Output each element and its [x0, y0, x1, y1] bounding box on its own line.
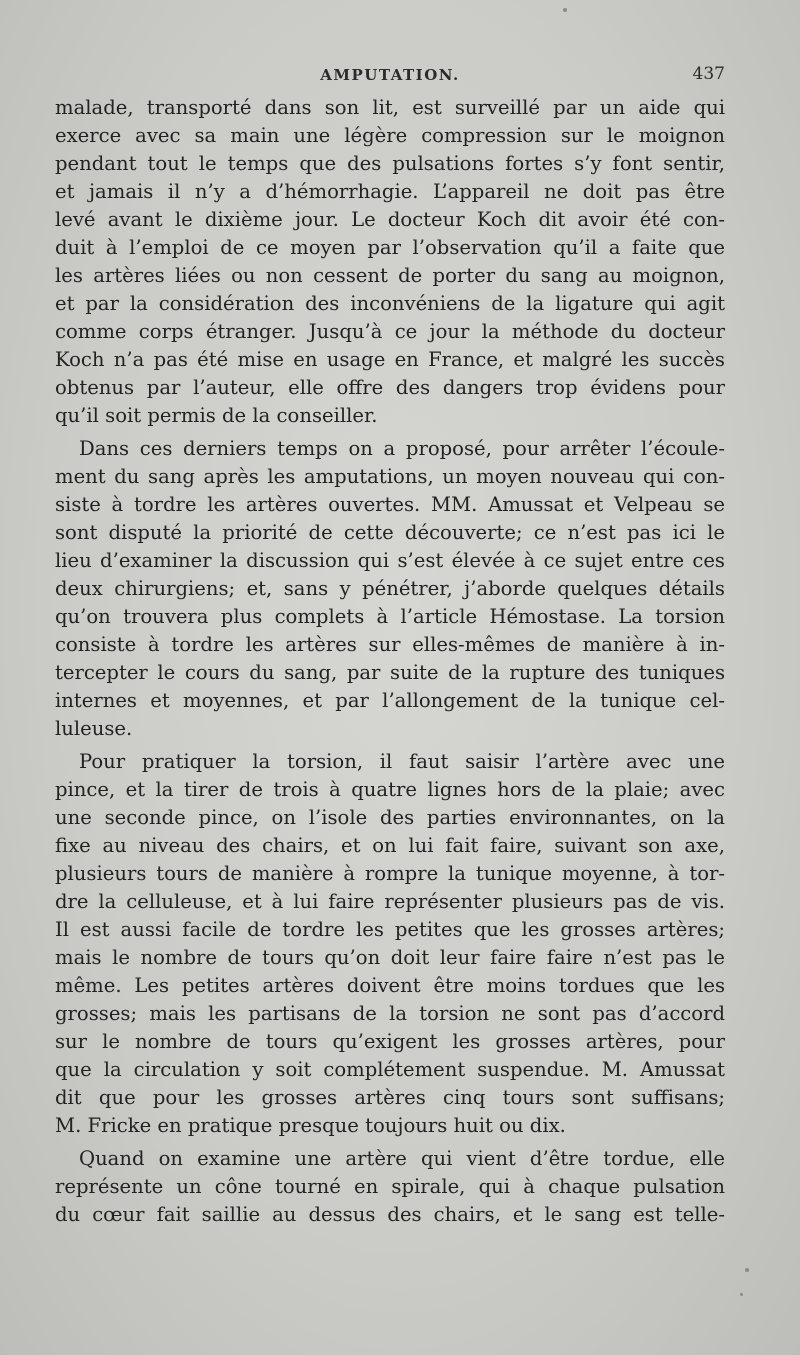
text-line: qu’il soit permis de la conseiller. — [55, 404, 378, 427]
text-line: une seconde pince, on l’isole des parties environnantes, on la — [55, 806, 725, 829]
text-line: du cœur fait saillie au dessus des chairs, et le sang est telle- — [55, 1203, 725, 1226]
text-line: lieu d’examiner la discussion qui s’est élevée à ce sujet entre ces — [55, 549, 725, 572]
text-line: fixe au niveau des chairs, et on lui fait faire, suivant son axe, — [55, 834, 725, 857]
text-line: M. Fricke en pratique presque toujours huit ou dix. — [55, 1114, 566, 1137]
text-line: Pour pratiquer la torsion, il faut saisir l’artère avec une — [79, 750, 725, 773]
body-text — [55, 94, 725, 1234]
text-line: et jamais il n’y a d’hémorrhagie. L’appareil ne doit pas être — [55, 180, 725, 203]
text-line: obtenus par l’auteur, elle offre des dangers trop évidens pour — [55, 376, 725, 399]
page-header — [55, 62, 725, 90]
text-line: les artères liées ou non cessent de porter du sang au moignon, — [55, 264, 725, 287]
text-line: représente un cône tourné en spirale, qui à chaque pulsation — [55, 1175, 725, 1198]
paper-speck — [563, 8, 567, 12]
text-line: siste à tordre les artères ouvertes. MM. Amussat et Velpeau se — [55, 493, 725, 516]
paragraph-4 — [55, 1145, 725, 1229]
page-number: 437 — [692, 64, 725, 84]
running-title: AMPUTATION. — [320, 66, 460, 84]
text-line: malade, transporté dans son lit, est surveillé par un aide qui — [55, 96, 725, 119]
paper-speck — [745, 1268, 749, 1272]
paragraph-2 — [55, 435, 725, 743]
text-line: Koch n’a pas été mise en usage en France, et malgré les succès — [55, 348, 725, 371]
text-line: plusieurs tours de manière à rompre la tunique moyenne, à tor- — [55, 862, 725, 885]
text-line: exerce avec sa main une légère compression sur le moignon — [55, 124, 725, 147]
text-line: levé avant le dixième jour. Le docteur Koch dit avoir été con- — [55, 208, 725, 231]
text-line: grosses; mais les partisans de la torsion ne sont pas d’accord — [55, 1002, 725, 1025]
text-line: sur le nombre de tours qu’exigent les grosses artères, pour — [55, 1030, 725, 1053]
text-line: pendant tout le temps que des pulsations fortes s’y font sentir, — [55, 152, 725, 175]
text-line: même. Les petites artères doivent être moins tordues que les — [55, 974, 725, 997]
text-line: que la circulation y soit complétement suspendue. M. Amussat — [55, 1058, 725, 1081]
text-line: consiste à tordre les artères sur elles-mêmes de manière à in- — [55, 633, 725, 656]
text-line: deux chirurgiens; et, sans y pénétrer, j’aborde quelques détails — [55, 577, 725, 600]
text-line: luleuse. — [55, 717, 133, 740]
text-line: duit à l’emploi de ce moyen par l’observation qu’il a faite que — [55, 236, 725, 259]
text-line: dit que pour les grosses artères cinq tours sont suffisans; — [55, 1086, 725, 1109]
text-line: comme corps étranger. Jusqu’à ce jour la méthode du docteur — [55, 320, 725, 343]
text-line: sont disputé la priorité de cette découverte; ce n’est pas ici le — [55, 521, 725, 544]
text-line: Dans ces derniers temps on a proposé, pour arrêter l’écoule- — [79, 437, 725, 460]
text-line: pince, et la tirer de trois à quatre lignes hors de la plaie; avec — [55, 778, 725, 801]
paper-speck — [740, 1293, 743, 1296]
text-line: dre la celluleuse, et à lui faire représenter plusieurs pas de vis. — [55, 890, 725, 913]
text-line: Il est aussi facile de tordre les petites que les grosses artères; — [55, 918, 725, 941]
paragraph-1 — [55, 94, 725, 430]
paragraph-3 — [55, 748, 725, 1140]
text-line: ment du sang après les amputations, un moyen nouveau qui con- — [55, 465, 725, 488]
text-line: qu’on trouvera plus complets à l’article Hémostase. La torsion — [55, 605, 725, 628]
text-line: Quand on examine une artère qui vient d’être tordue, elle — [79, 1147, 725, 1170]
text-line: mais le nombre de tours qu’on doit leur faire faire n’est pas le — [55, 946, 725, 969]
text-line: tercepter le cours du sang, par suite de la rupture des tuniques — [55, 661, 725, 684]
text-line: et par la considération des inconvéniens de la ligature qui agit — [55, 292, 725, 315]
text-line: internes et moyennes, et par l’allongement de la tunique cel- — [55, 689, 725, 712]
